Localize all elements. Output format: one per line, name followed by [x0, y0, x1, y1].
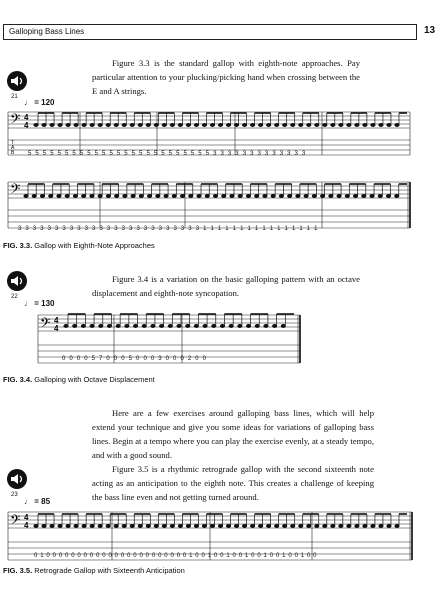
- note-head: [339, 524, 343, 527]
- note-head: [202, 524, 206, 527]
- note-head: [307, 524, 311, 527]
- tempo-marking: ♩ = 120: [24, 98, 55, 107]
- note-head: [114, 524, 118, 527]
- svg-text:4: 4: [24, 121, 29, 130]
- svg-text:4: 4: [54, 316, 59, 325]
- track-number: 23: [11, 492, 18, 498]
- note-head: [290, 524, 294, 527]
- note-head: [146, 524, 150, 527]
- note-head: [170, 524, 174, 527]
- note-head: [178, 524, 182, 527]
- note-head: [226, 524, 230, 527]
- bass-clef-icon: 𝄢: [40, 315, 51, 334]
- note-head: [242, 524, 246, 527]
- note-head: [371, 524, 375, 527]
- note-head: [82, 524, 86, 527]
- note-head: [250, 524, 254, 527]
- running-header-title: Galloping Bass Lines: [9, 27, 85, 36]
- note-head: [34, 524, 38, 527]
- track-number: 22: [11, 294, 18, 300]
- note-head: [266, 524, 270, 527]
- note-head: [379, 524, 383, 527]
- note-head: [210, 524, 214, 527]
- note-head: [98, 524, 102, 527]
- note-head: [162, 524, 166, 527]
- paragraph-exercises: Here are a few exercises around galloping bass lines, which will help extend your technique and give you some ideas for variations of galloping bass lines. Begin at a tempo where you can play the exercise evenly, at a steady tempo, and with a good sound. Figure 3.5 is a rhythmic retrograde gallop with the second sixteenth note acting as an anticipation to the eighth note. This creates a challenge of keeping the bass line even and not getting turned around.: [92, 408, 374, 502]
- bass-clef-icon: 𝄢: [10, 512, 21, 531]
- note-head: [138, 524, 142, 527]
- note-head: [355, 524, 359, 527]
- tempo-marking: ♩ = 130: [24, 299, 55, 308]
- note-head: [299, 524, 303, 527]
- note-head: [122, 524, 126, 527]
- bass-clef-icon: 𝄢: [10, 181, 21, 200]
- svg-text:B: B: [11, 150, 15, 156]
- svg-text:4: 4: [24, 521, 29, 530]
- note-head: [50, 524, 54, 527]
- svg-text:4: 4: [24, 513, 29, 522]
- note-head: [274, 524, 278, 527]
- caption-fig34: FIG. 3.4. Galloping with Octave Displacement: [3, 375, 155, 384]
- note-head: [395, 524, 399, 527]
- note-head: [42, 524, 46, 527]
- paragraph-fig34-intro: Figure 3.4 is a variation on the basic galloping pattern with an octave displacement and eighth-note syncopation.: [92, 274, 360, 298]
- note-head: [154, 524, 158, 527]
- svg-text:4: 4: [24, 113, 29, 122]
- note-head: [90, 524, 94, 527]
- bass-clef-icon: 𝄢: [10, 111, 21, 130]
- track-number: 21: [11, 94, 18, 100]
- tempo-marking: ♩ = 85: [24, 497, 51, 506]
- note-head: [258, 524, 262, 527]
- caption-fig33: FIG. 3.3. Gallop with Eighth-Note Approaches: [3, 241, 155, 250]
- note-head: [347, 524, 351, 527]
- note-head: [130, 524, 134, 527]
- note-head: [315, 524, 319, 527]
- note-head: [331, 524, 335, 527]
- note-head: [186, 524, 190, 527]
- note-head: [282, 524, 286, 527]
- note-head: [363, 524, 367, 527]
- page-number: 13: [424, 25, 436, 36]
- note-head: [387, 524, 391, 527]
- svg-text:T: T: [11, 140, 15, 146]
- note-head: [218, 524, 222, 527]
- note-head: [323, 524, 327, 527]
- note-head: [66, 524, 70, 527]
- paragraph-fig33-intro: Figure 3.3 is the standard gallop with eighth-note approaches. Pay particular attention to your plucking/picking hand when crossing between the E and A strings.: [92, 58, 360, 96]
- note-head: [106, 524, 110, 527]
- note-head: [194, 524, 198, 527]
- svg-text:A: A: [11, 145, 15, 151]
- svg-text:4: 4: [54, 324, 59, 333]
- caption-fig35: FIG. 3.5. Retrograde Gallop with Sixteenth Anticipation: [3, 566, 185, 575]
- note-head: [234, 524, 238, 527]
- note-head: [58, 524, 62, 527]
- note-head: [74, 524, 78, 527]
